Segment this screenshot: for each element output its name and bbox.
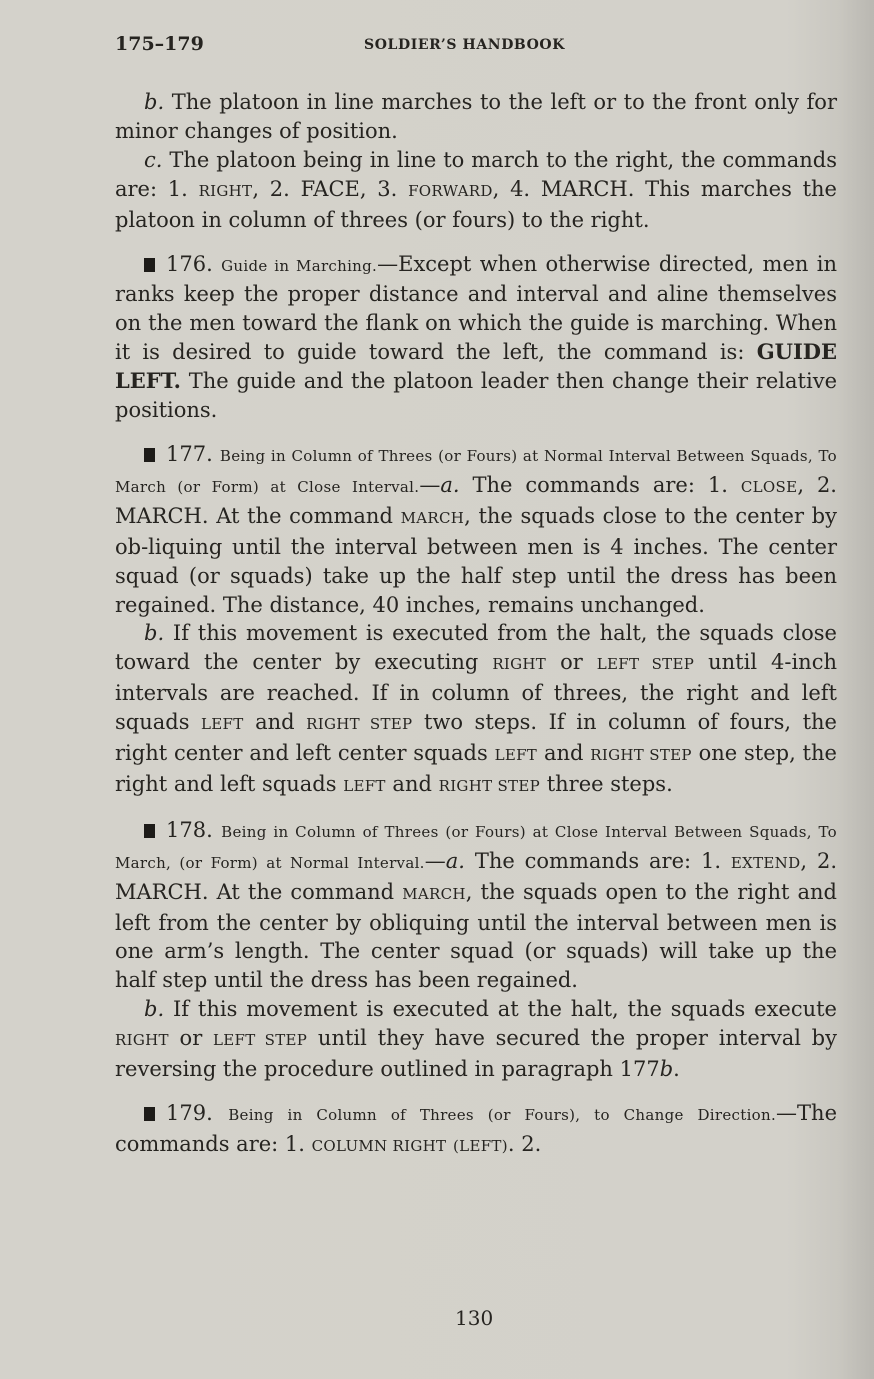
- paragraph-range: 175–179: [115, 33, 204, 55]
- command-word: FORWARD: [408, 181, 493, 200]
- paragraph-177: 177. Being in Column of Threes (or Fours) at Normal Interval Between Squads, To March (or Form) at Close Interval.—a. The commands are: 1. CLOSE, 2. MARCH. At the command MARCH, the squads close to the center by ob-liquing until the interval between men is 4 inches. The center squad (or squads) take up the half step until the dress has been regained. The distance, 40 inches, remains unchanged.: [115, 441, 837, 617]
- command-word: GUIDE LEFT.: [115, 339, 837, 394]
- paragraph-178b: b. If this movement is executed at the halt, the squads execute RIGHT or LEFT STEP until they have secured the proper interval by reversing the procedure outlined in paragraph 177b.: [115, 997, 837, 1082]
- section-marker-icon: [144, 1107, 155, 1121]
- section-title: Being in Column of Threes (or Fours), to Change Direction.: [228, 1106, 777, 1124]
- subparagraph-letter: c.: [144, 147, 163, 172]
- subparagraph-letter: a.: [445, 848, 465, 873]
- command-word: RIGHT STEP: [306, 715, 413, 734]
- subparagraph-letter: a.: [440, 472, 460, 497]
- command-word: LEFT STEP: [596, 655, 695, 674]
- section-number: 179.: [166, 1101, 213, 1125]
- body-text: [115, 88, 837, 1161]
- command-word: LEFT: [494, 746, 538, 765]
- command-word: RIGHT: [198, 181, 253, 200]
- subparagraph-letter: b.: [144, 621, 165, 646]
- section-title: Being in Column of Threes (or Fours) at Close Interval Between Squads, To March, (or Form) at Normal Interval.: [115, 822, 837, 872]
- command-word: CLOSE: [740, 477, 798, 496]
- command-word: RIGHT STEP: [438, 776, 540, 795]
- command-word: EXTEND: [730, 853, 801, 872]
- command-word: MARCH.: [115, 503, 209, 528]
- section-marker-icon: [144, 448, 155, 462]
- command-word: FACE: [300, 176, 360, 201]
- section-number: 177.: [166, 441, 213, 466]
- paragraph-reference: b: [659, 1057, 674, 1082]
- command-word: RIGHT STEP: [590, 746, 692, 765]
- section-marker-icon: [144, 824, 155, 838]
- command-word: COLUMN RIGHT: [311, 1136, 447, 1155]
- section-marker-icon: [144, 258, 155, 272]
- paragraph-177b: b. If this movement is executed from the halt, the squads close toward the center by executing RIGHT or LEFT STEP until 4-inch intervals are reached. If in column of threes, the right and left squads LEFT and RIGHT STEP two steps. If in column of fours, the right center and left center squads LEFT and RIGHT STEP one step, the right and left squads LEFT and RIGHT STEP three steps.: [115, 621, 837, 796]
- subparagraph-letter: b.: [144, 997, 165, 1022]
- paragraph-175c: c. The platoon being in line to march to the right, the commands are: 1. RIGHT, 2. FACE, 3. FORWARD, 4. MARCH. This marches the platoon in column of threes (or fours) to the right.: [115, 147, 837, 232]
- running-title: SOLDIER’S HANDBOOK: [364, 37, 565, 53]
- paragraph-179: 179. Being in Column of Threes (or Fours), to Change Direction.—The commands are: 1. COLUMN RIGHT (LEFT). 2.: [115, 1101, 837, 1156]
- section-number: 178.: [166, 817, 213, 842]
- paragraph-176: 176. Guide in Marching.—Except when otherwise directed, men in ranks keep the proper distance and interval and aline themselves on the men toward the flank on which the guide is marching. When it is desired to guide toward the left, the command is: GUIDE LEFT. The guide and the platoon leader then change their relative positions.: [115, 251, 837, 423]
- command-word: MARCH.: [115, 879, 209, 904]
- command-word: LEFT: [201, 715, 244, 734]
- page-number: 130: [455, 1306, 494, 1330]
- command-word: RIGHT: [115, 1031, 169, 1050]
- paragraph-178: 178. Being in Column of Threes (or Fours) at Close Interval Between Squads, To March, (or Form) at Normal Interval.—a. The commands are: 1. EXTEND, 2. MARCH. At the command MARCH, the squads open to the right and left from the center by obliquing until the interval between men is one arm’s length. The center squad (or squads) will take up the half step until the dress has been regained.: [115, 817, 838, 993]
- page-header: [115, 33, 837, 63]
- section-number: 176.: [166, 251, 213, 276]
- subparagraph-letter: b.: [144, 90, 165, 114]
- command-word: LEFT: [343, 776, 386, 795]
- paragraph-175b: b. The platoon in line marches to the left or to the front only for minor changes of position.: [115, 90, 837, 143]
- command-word: MARCH: [402, 884, 466, 903]
- command-word: LEFT STEP: [212, 1031, 308, 1050]
- section-title: Guide in Marching.: [221, 256, 378, 275]
- command-word: (LEFT): [453, 1136, 508, 1155]
- command-word: RIGHT: [492, 655, 547, 674]
- section-title: Being in Column of Threes (or Fours) at Normal Interval Between Squads, To March (or Form) at Close Interval.: [115, 446, 837, 496]
- command-word: MARCH.: [540, 176, 635, 201]
- command-word: MARCH: [400, 508, 465, 527]
